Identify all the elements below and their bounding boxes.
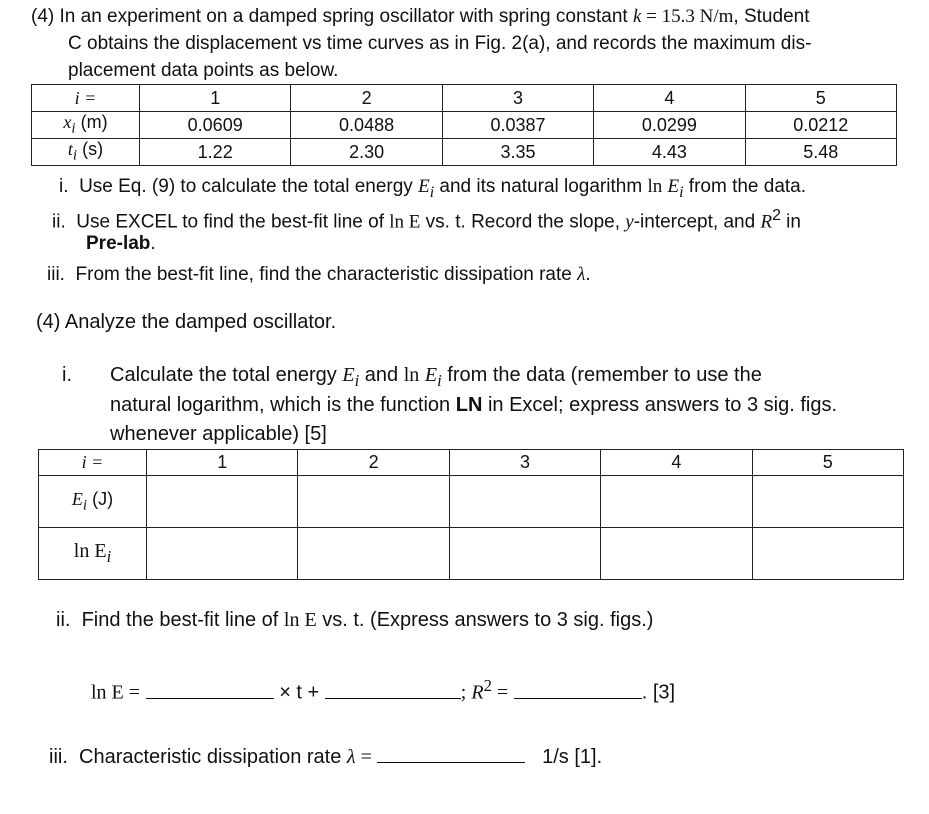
table-cell: 4: [594, 85, 745, 112]
p2-i-line2: natural logarithm, which is the function LN in Excel; express answers to 3 sig. figs.: [110, 394, 837, 416]
item-iii: iii. From the best-fit line, find the characteristic dissipation rate λ.: [47, 264, 591, 285]
header-label: i =: [32, 85, 140, 112]
answer-cell[interactable]: [752, 528, 903, 580]
table-cell: 1: [140, 85, 291, 112]
table-cell: 0.0488: [291, 112, 442, 139]
table-cell: 5.48: [745, 139, 896, 166]
answer-cell[interactable]: [298, 528, 449, 580]
intro-line-1: (4) In an experiment on a damped spring oscillator with spring constant k = 15.3 N/m, Student: [31, 6, 810, 27]
table-row: [32, 139, 897, 166]
r-squared-blank[interactable]: [514, 680, 642, 699]
table-row: [39, 476, 904, 528]
table-row: [39, 528, 904, 580]
answer-cell[interactable]: [449, 528, 600, 580]
row-label-ln: $\ln E_i$: [39, 528, 147, 580]
table-cell: 0.0212: [745, 112, 896, 139]
table-cell: 3: [442, 85, 593, 112]
table-row: [39, 450, 904, 476]
p2-i-line3: whenever applicable) [5]: [110, 423, 327, 445]
table-cell: 5: [752, 450, 903, 476]
answer-cell[interactable]: [601, 476, 752, 528]
table-cell: 0.0609: [140, 112, 291, 139]
answer-cell[interactable]: [449, 476, 600, 528]
table-cell: 1.22: [140, 139, 291, 166]
intro-line-2: C obtains the displacement vs time curves as in Fig. 2(a), and records the maximum dis-: [68, 33, 812, 54]
table-cell: 0.0299: [594, 112, 745, 139]
table-cell: 2.30: [291, 139, 442, 166]
table-cell: 5: [745, 85, 896, 112]
header-label: i =: [39, 450, 147, 476]
intro-line-3: placement data points as below.: [68, 60, 339, 81]
table-cell: 0.0387: [442, 112, 593, 139]
fit-line: ln E = × t + ; $R^2$ = . [3]: [91, 676, 676, 704]
table-cell: 1: [147, 450, 298, 476]
p2-i-num: i.: [62, 364, 72, 386]
table-row: [32, 112, 897, 139]
dissipation-rate-blank[interactable]: [377, 744, 525, 763]
p2-iii: iii. Characteristic dissipation rate λ = 1/s [1].: [49, 746, 603, 768]
table-cell: 4: [601, 450, 752, 476]
table-cell: 3.35: [442, 139, 593, 166]
row-label-x: $x_i$ (m): [32, 112, 140, 139]
data-table: [31, 84, 897, 166]
item-i: i. Use Eq. (9) to calculate the total energy $E_i$ and its natural logarithm $\ln E_i$ from the data.: [59, 176, 807, 201]
table-cell: 2: [298, 450, 449, 476]
slope-blank[interactable]: [146, 680, 274, 699]
answer-cell[interactable]: [147, 528, 298, 580]
intercept-blank[interactable]: [325, 680, 461, 699]
answer-cell[interactable]: [752, 476, 903, 528]
table-row: [32, 85, 897, 112]
row-label-e: $E_i$ (J): [39, 476, 147, 528]
table-cell: 4.43: [594, 139, 745, 166]
item-ii: ii. Use EXCEL to find the best-fit line of ln E vs. t. Record the slope, y-intercept, and $R^2$ in: [52, 207, 801, 233]
p2-ii: ii. Find the best-fit line of ln E vs. t. (Express answers to 3 sig. figs.): [56, 609, 654, 631]
answer-cell[interactable]: [601, 528, 752, 580]
answer-cell[interactable]: [147, 476, 298, 528]
answer-table: [38, 449, 904, 580]
answer-cell[interactable]: [298, 476, 449, 528]
part2-heading: (4) Analyze the damped oscillator.: [36, 311, 337, 333]
p2-i-line1: Calculate the total energy $E_i$ and $\ln E_i$ from the data (remember to use the: [110, 364, 762, 390]
table-cell: 2: [291, 85, 442, 112]
item-ii-cont: Pre-lab.: [86, 233, 156, 254]
row-label-t: $t_i$ (s): [32, 139, 140, 166]
table-cell: 3: [449, 450, 600, 476]
